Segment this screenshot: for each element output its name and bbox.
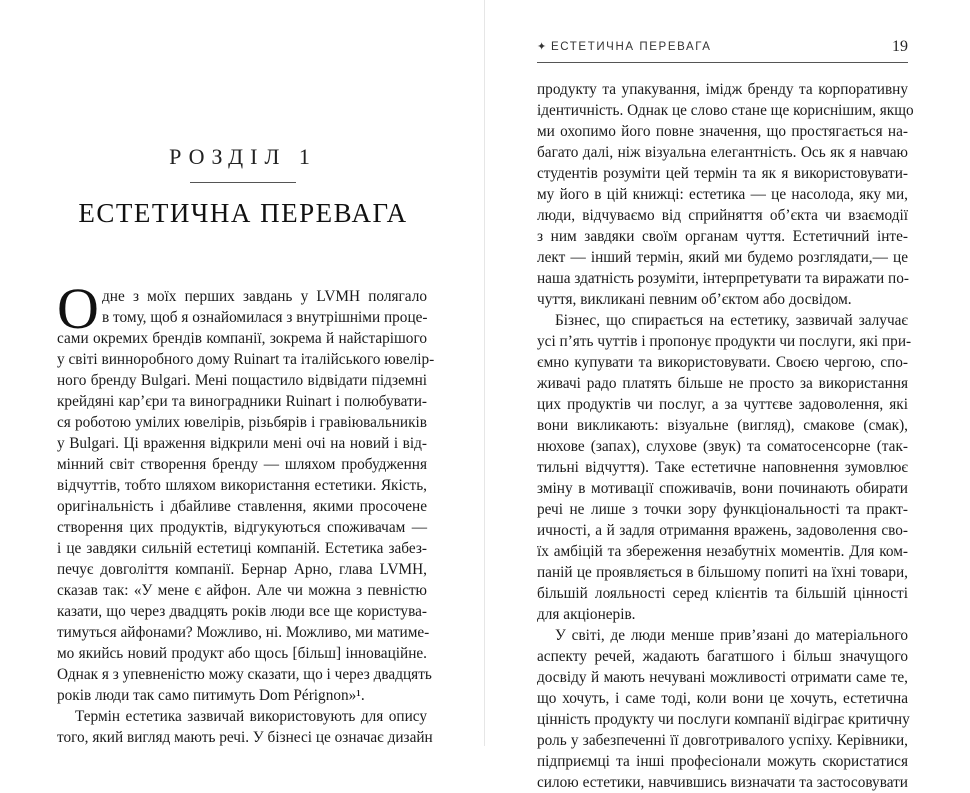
text-line: вони викликають: візуальне (вигляд), смакове (смак), bbox=[537, 417, 908, 434]
text-line: силою естетики, навчившись визначати та застосовувати bbox=[537, 774, 908, 791]
text-line: цінність продукту чи послуги компанії відіграє критичну bbox=[537, 711, 910, 728]
chapter-title: ЕСТЕТИЧНА ПЕРЕВАГА bbox=[78, 198, 408, 228]
text-line: років люди так само питимуть Dom Pérignon»¹. bbox=[57, 687, 365, 704]
text-line: продукту та упакування, імідж бренду та корпоративну bbox=[537, 81, 908, 98]
text-line: в тому, щоб я ознайомилася з внутрішніми проце- bbox=[102, 309, 428, 326]
chapter-label: РОЗДІЛ 1 bbox=[169, 144, 317, 169]
text-line: ми охопимо його повне значення, що простягається на- bbox=[537, 123, 908, 140]
text-line: більшій лояльності серед клієнтів та більшій цінності bbox=[537, 585, 908, 602]
text-line: дне з моїх перших завдань у LVMH полягало bbox=[102, 288, 427, 305]
text-line: досвіду й мають нечувані можливості отримати саме те, bbox=[537, 669, 908, 686]
text-line: того, який вигляд мають речі. У бізнесі це означає дизайн bbox=[57, 729, 433, 746]
text-line: Термін естетика зазвичай використовують для опису bbox=[75, 708, 427, 725]
text-line: му його в цій книжці: естетика — це насолода, яку ми, bbox=[537, 186, 908, 203]
text-line: нюхове (запах), слухове (звук) та соматосенсорне (так- bbox=[537, 438, 908, 455]
text-line: студентів розуміти цей термін та як я використовувати- bbox=[537, 165, 908, 182]
text-line: з ним завдяки своїм органам чуття. Естетичний інте- bbox=[537, 228, 908, 245]
text-line: мінний світ створення бренду — шляхом пробудження bbox=[57, 456, 427, 473]
text-line: тимуться айфонами? Можливо, ні. Можливо, ми матиме- bbox=[57, 624, 430, 641]
text-line: наша здатність розуміти, інтерпретувати та виражати по- bbox=[537, 270, 909, 287]
text-line: і це завдяки сильній естетиці компаній. Естетика забез- bbox=[57, 540, 427, 557]
text-line: лект — інший термін, який ми будемо розглядати,— це bbox=[537, 249, 908, 266]
text-line: у Bulgari. Ці враження відкрили мені очі на новий і від- bbox=[57, 435, 427, 452]
left-body-text bbox=[57, 286, 435, 748]
text-line: У світі, де люди менше прив’язані до матеріального bbox=[555, 627, 908, 644]
chapter-divider bbox=[190, 182, 296, 183]
text-line: живачі радо платять більше не просто за використання bbox=[537, 375, 908, 392]
text-line: мо якийсь новий продукт або щось [більш] інноваційне. bbox=[57, 645, 427, 662]
text-line: ного бренду Bulgari. Мені пощастило відвідати підземні bbox=[57, 372, 427, 389]
text-line: цих продуктів чи послуг, а за чуттєве задоволення, які bbox=[537, 396, 908, 413]
text-line: роль у забезпеченні її довготривалого успіху. Керівники, bbox=[537, 732, 908, 749]
star-icon: ✦ bbox=[537, 41, 547, 53]
text-line: сказав так: «У мене є айфон. Але чи можна з певністю bbox=[57, 582, 427, 599]
text-line: зміну в мотивації споживачів, вони починають обирати bbox=[537, 480, 908, 497]
text-line: ся роботою умілих ювелірів, різьбярів і гравіювальників bbox=[57, 414, 427, 431]
text-line: підприємці та інші професіонали можуть скористатися bbox=[537, 753, 908, 770]
page-number: 19 bbox=[892, 38, 908, 55]
text-line: чуття, викликані певним об’єктом або досвідом. bbox=[537, 291, 852, 308]
running-title: ЕСТЕТИЧНА ПЕРЕВАГА bbox=[551, 41, 712, 53]
text-line: люди, відчуваємо від сприйняття об’єкта чи взаємодії bbox=[537, 207, 908, 224]
running-head bbox=[537, 38, 908, 58]
right-body-text bbox=[537, 79, 914, 793]
text-line: Однак я з упевненістю можу сказати, що і через двадцять bbox=[57, 666, 432, 683]
text-line: ідентичність. Однак це слово стане ще кориснішим, якщо bbox=[537, 102, 914, 119]
text-line: казати, що через двадцять років люди все ще користува- bbox=[57, 603, 427, 620]
text-line: крейдяні кар’єри та виноградники Ruinart і полюбувати- bbox=[57, 393, 427, 410]
text-line: створення цих продуктів, відгукуються споживачам — bbox=[57, 519, 427, 536]
text-line: ичності, а й задля отримання вражень, задоволення сво- bbox=[537, 522, 908, 539]
text-line: аспекту речей, жадають багатшого і більш значущого bbox=[537, 648, 908, 665]
text-line: ємно купувати та використовувати. Своєю чергою, спо- bbox=[537, 354, 908, 371]
text-line: усі п’ять чуттів і пропонує продукти чи послуги, які при- bbox=[537, 333, 912, 350]
text-line: їх амбіцій та збереження незабутніх моментів. Для ком- bbox=[537, 543, 908, 560]
header-rule bbox=[537, 62, 908, 63]
text-line: печує довголіття компанії. Бернар Арно, глава LVMH, bbox=[57, 561, 427, 578]
text-line: паній це проявляється в більшому попиті на їхні товари, bbox=[537, 564, 908, 581]
text-line: речі не лише з точки зору функціональності та практ- bbox=[537, 501, 908, 518]
text-line: для акціонерів. bbox=[537, 606, 636, 623]
text-line: багато далі, ніж візуальна елегантність. Ось як я навчаю bbox=[537, 144, 908, 161]
text-line: тильні відчуття). Таке естетичне наповнення зумовлює bbox=[537, 459, 908, 476]
text-line: у світі винноробного дому Ruinart та італійського ювелір- bbox=[57, 351, 435, 368]
text-line: відчуттів, тобто шляхом використання естетики. Якість, bbox=[57, 477, 427, 494]
drop-cap: О bbox=[57, 276, 99, 341]
text-line: що хочуть, і саме тоді, коли вони це хочуть, естетична bbox=[537, 690, 908, 707]
text-line: оригінальність і дбайливе ставлення, якими просочене bbox=[57, 498, 427, 515]
text-line: Бізнес, що спирається на естетику, зазвичай залучає bbox=[555, 312, 908, 329]
text-line: сами окремих брендів компанії, зокрема й найстарішого bbox=[57, 330, 427, 347]
